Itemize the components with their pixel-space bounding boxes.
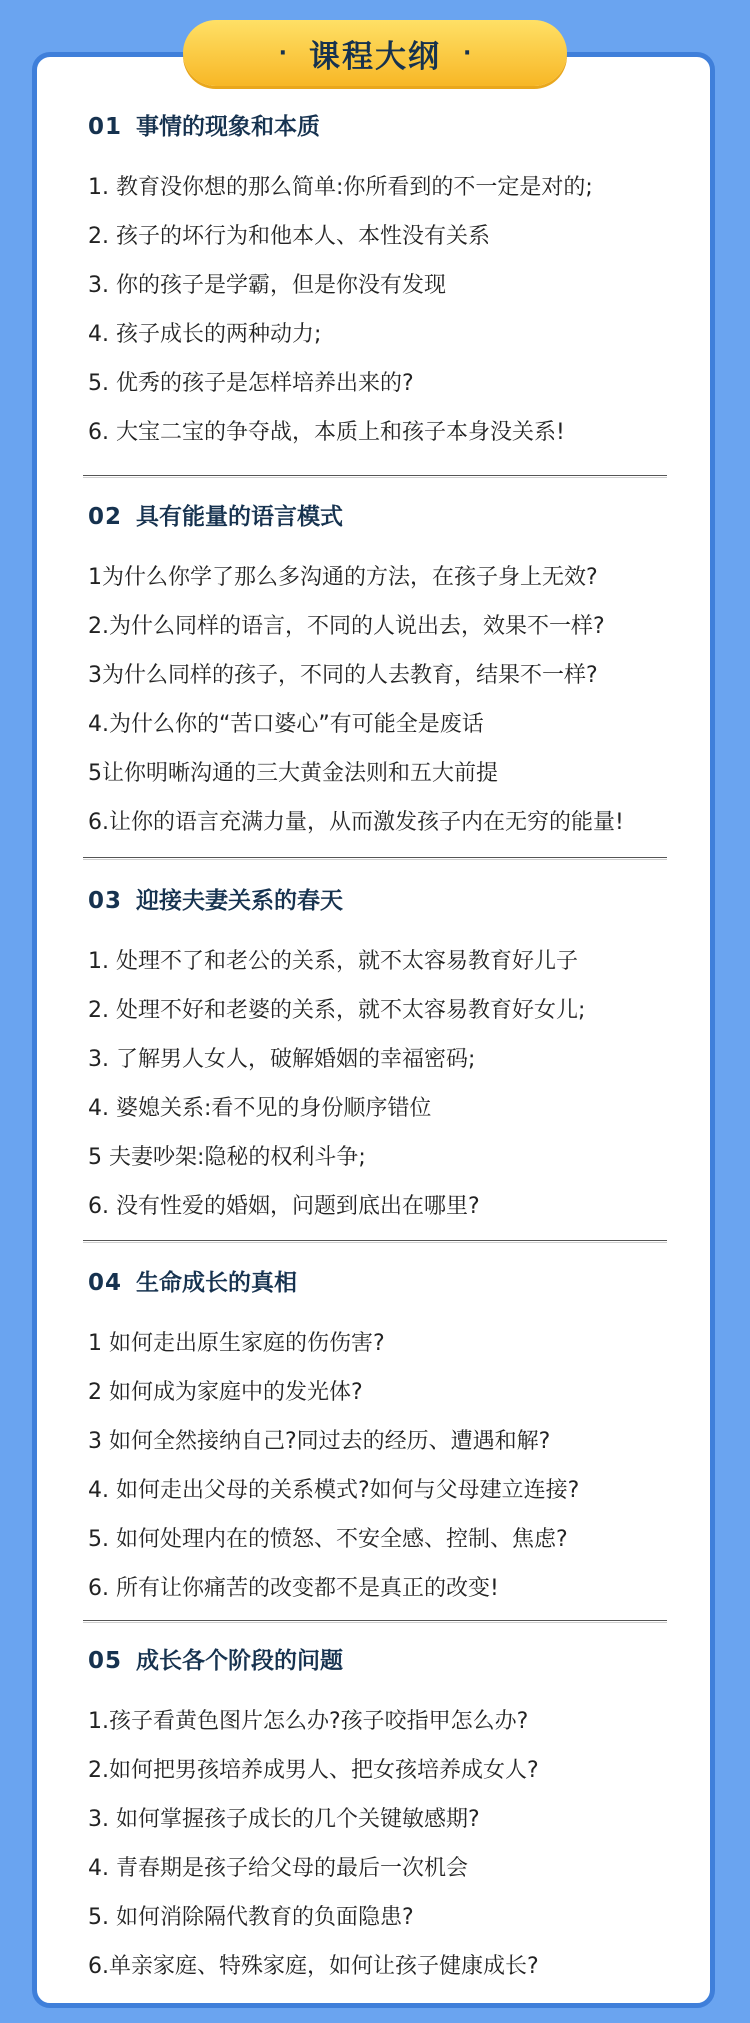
- list-item: 1. 教育没你想的那么简单:你所看到的不一定是对的;: [88, 175, 593, 200]
- section-number: 04: [88, 1270, 123, 1296]
- section-heading: [88, 497, 678, 537]
- list-item: 6. 大宝二宝的争夺战，本质上和孩子本身没关系!: [88, 420, 565, 445]
- list-item: 1为什么你学了那么多沟通的方法，在孩子身上无效?: [88, 565, 598, 590]
- list-item: 3. 如何掌握孩子成长的几个关键敏感期?: [88, 1807, 480, 1832]
- list-item: 2. 孩子的坏行为和他本人、本性没有关系: [88, 224, 490, 249]
- list-item: 1.孩子看黄色图片怎么办?孩子咬指甲怎么办?: [88, 1709, 529, 1734]
- section-01: [88, 107, 678, 457]
- list-item: 3为什么同样的孩子，不同的人去教育，结果不一样?: [88, 663, 598, 688]
- section-items: [88, 937, 678, 1231]
- list-item: 5. 优秀的孩子是怎样培养出来的?: [88, 371, 414, 396]
- page-title: 课程大纲: [309, 38, 441, 75]
- list-item: 4. 孩子成长的两种动力;: [88, 322, 322, 347]
- list-item: 1 如何走出原生家庭的伤伤害?: [88, 1331, 385, 1356]
- section-04: [88, 1263, 678, 1613]
- section-03: [88, 881, 678, 1231]
- list-item: 6. 所有让你痛苦的改变都不是真正的改变!: [88, 1576, 499, 1601]
- section-items: [88, 1319, 678, 1613]
- section-divider: [83, 475, 667, 476]
- list-item: 5让你明晰沟通的三大黄金法则和五大前提: [88, 761, 498, 786]
- section-02: [88, 497, 678, 847]
- list-item: 3 如何全然接纳自己?同过去的经历、遭遇和解?: [88, 1429, 551, 1454]
- title-dot-left: ·: [278, 40, 287, 66]
- list-item: 4.为什么你的“苦口婆心”有可能全是废话: [88, 712, 484, 737]
- list-item: 6.让你的语言充满力量，从而激发孩子内在无穷的能量!: [88, 810, 624, 835]
- list-item: 5. 如何处理内在的愤怒、不安全感、控制、焦虑?: [88, 1527, 568, 1552]
- section-heading: [88, 107, 678, 147]
- section-items: [88, 553, 678, 847]
- list-item: 4. 婆媳关系:看不见的身份顺序错位: [88, 1096, 432, 1121]
- list-item: 4. 如何走出父母的关系模式?如何与父母建立连接?: [88, 1478, 580, 1503]
- section-number: 03: [88, 888, 123, 914]
- section-items: [88, 163, 678, 457]
- section-heading: [88, 1641, 678, 1681]
- section-number: 02: [88, 504, 123, 530]
- list-item: 5 夫妻吵架:隐秘的权利斗争;: [88, 1145, 366, 1170]
- list-item: 2. 处理不好和老婆的关系，就不太容易教育好女儿;: [88, 998, 586, 1023]
- section-divider: [83, 1620, 667, 1621]
- list-item: 5. 如何消除隔代教育的负面隐患?: [88, 1905, 414, 1930]
- list-item: 3. 了解男人女人，破解婚姻的幸福密码;: [88, 1047, 476, 1072]
- list-item: 1. 处理不了和老公的关系，就不太容易教育好儿子: [88, 949, 578, 974]
- section-title: 事情的现象和本质: [136, 114, 321, 140]
- section-number: 05: [88, 1648, 123, 1674]
- list-item: 2.为什么同样的语言，不同的人说出去，效果不一样?: [88, 614, 605, 639]
- section-heading: [88, 881, 678, 921]
- list-item: 4. 青春期是孩子给父母的最后一次机会: [88, 1856, 468, 1881]
- section-title: 迎接夫妻关系的春天: [136, 888, 344, 914]
- title-banner: [183, 20, 567, 86]
- section-title: 生命成长的真相: [136, 1270, 298, 1296]
- section-title: 成长各个阶段的问题: [136, 1648, 344, 1674]
- section-heading: [88, 1263, 678, 1303]
- section-title: 具有能量的语言模式: [136, 504, 344, 530]
- section-items: [88, 1697, 678, 1991]
- title-dot-right: ·: [463, 40, 472, 66]
- list-item: 2 如何成为家庭中的发光体?: [88, 1380, 363, 1405]
- list-item: 6. 没有性爱的婚姻，问题到底出在哪里?: [88, 1194, 480, 1219]
- list-item: 6.单亲家庭、特殊家庭，如何让孩子健康成长?: [88, 1954, 539, 1979]
- section-divider: [83, 857, 667, 858]
- list-item: 2.如何把男孩培养成男人、把女孩培养成女人?: [88, 1758, 539, 1783]
- section-number: 01: [88, 114, 123, 140]
- list-item: 3. 你的孩子是学霸，但是你没有发现: [88, 273, 446, 298]
- section-divider: [83, 1240, 667, 1241]
- section-05: [88, 1641, 678, 1991]
